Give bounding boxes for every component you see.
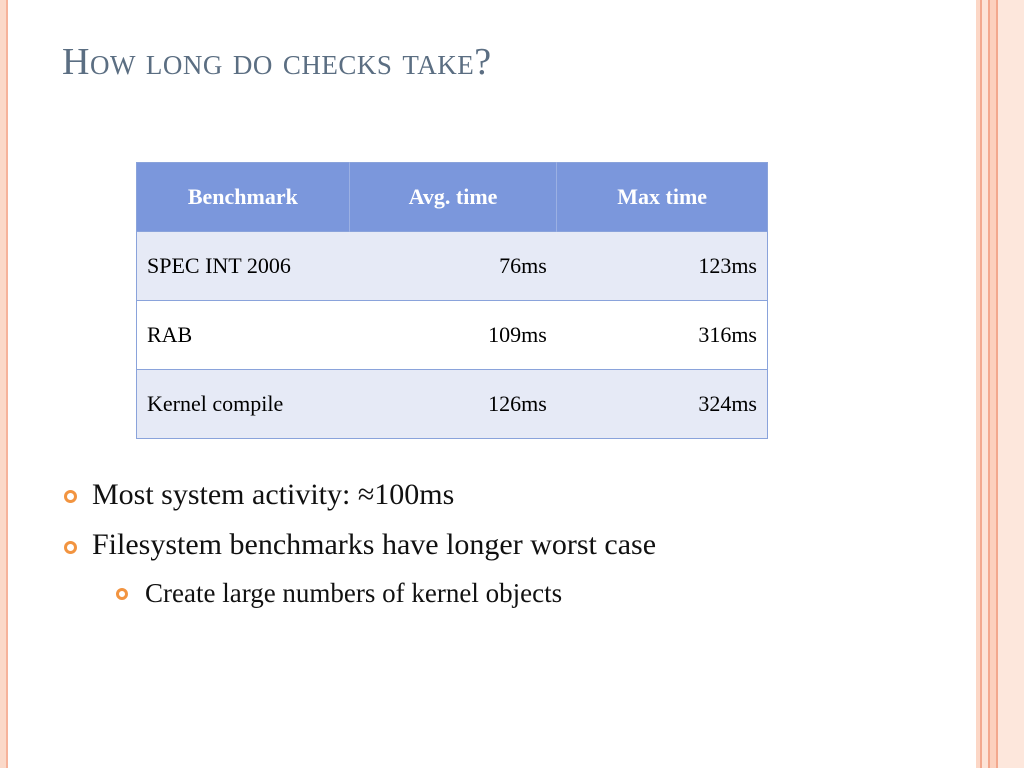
table-row: [137, 370, 768, 439]
slide-title: How long do checks take?: [62, 41, 492, 83]
bullet-item: Most system activity: ≈100ms: [92, 478, 455, 511]
right-decorative-stripe: [998, 0, 1024, 768]
header-avg-time: Avg. time: [349, 163, 557, 232]
benchmark-cell: RAB: [137, 301, 350, 370]
header-max-time: Max time: [557, 163, 768, 232]
table-row: [137, 301, 768, 370]
table-header-row: [137, 163, 768, 232]
table-row: [137, 232, 768, 301]
hollow-circle-bullet-icon: [116, 588, 128, 600]
left-decorative-line: [6, 0, 8, 768]
sub-bullet-item: Create large numbers of kernel objects: [145, 578, 563, 608]
benchmark-table: [136, 162, 768, 439]
max-time-cell: 324ms: [557, 370, 768, 439]
header-benchmark: Benchmark: [137, 163, 350, 232]
avg-time-cell: 76ms: [349, 232, 557, 301]
avg-time-cell: 109ms: [349, 301, 557, 370]
bullet-item: Filesystem benchmarks have longer worst case: [92, 528, 657, 561]
avg-time-cell: 126ms: [349, 370, 557, 439]
benchmark-cell: Kernel compile: [137, 370, 350, 439]
max-time-cell: 316ms: [557, 301, 768, 370]
max-time-cell: 123ms: [557, 232, 768, 301]
hollow-circle-bullet-icon: [64, 490, 77, 503]
hollow-circle-bullet-icon: [64, 541, 77, 554]
benchmark-cell: SPEC INT 2006: [137, 232, 350, 301]
